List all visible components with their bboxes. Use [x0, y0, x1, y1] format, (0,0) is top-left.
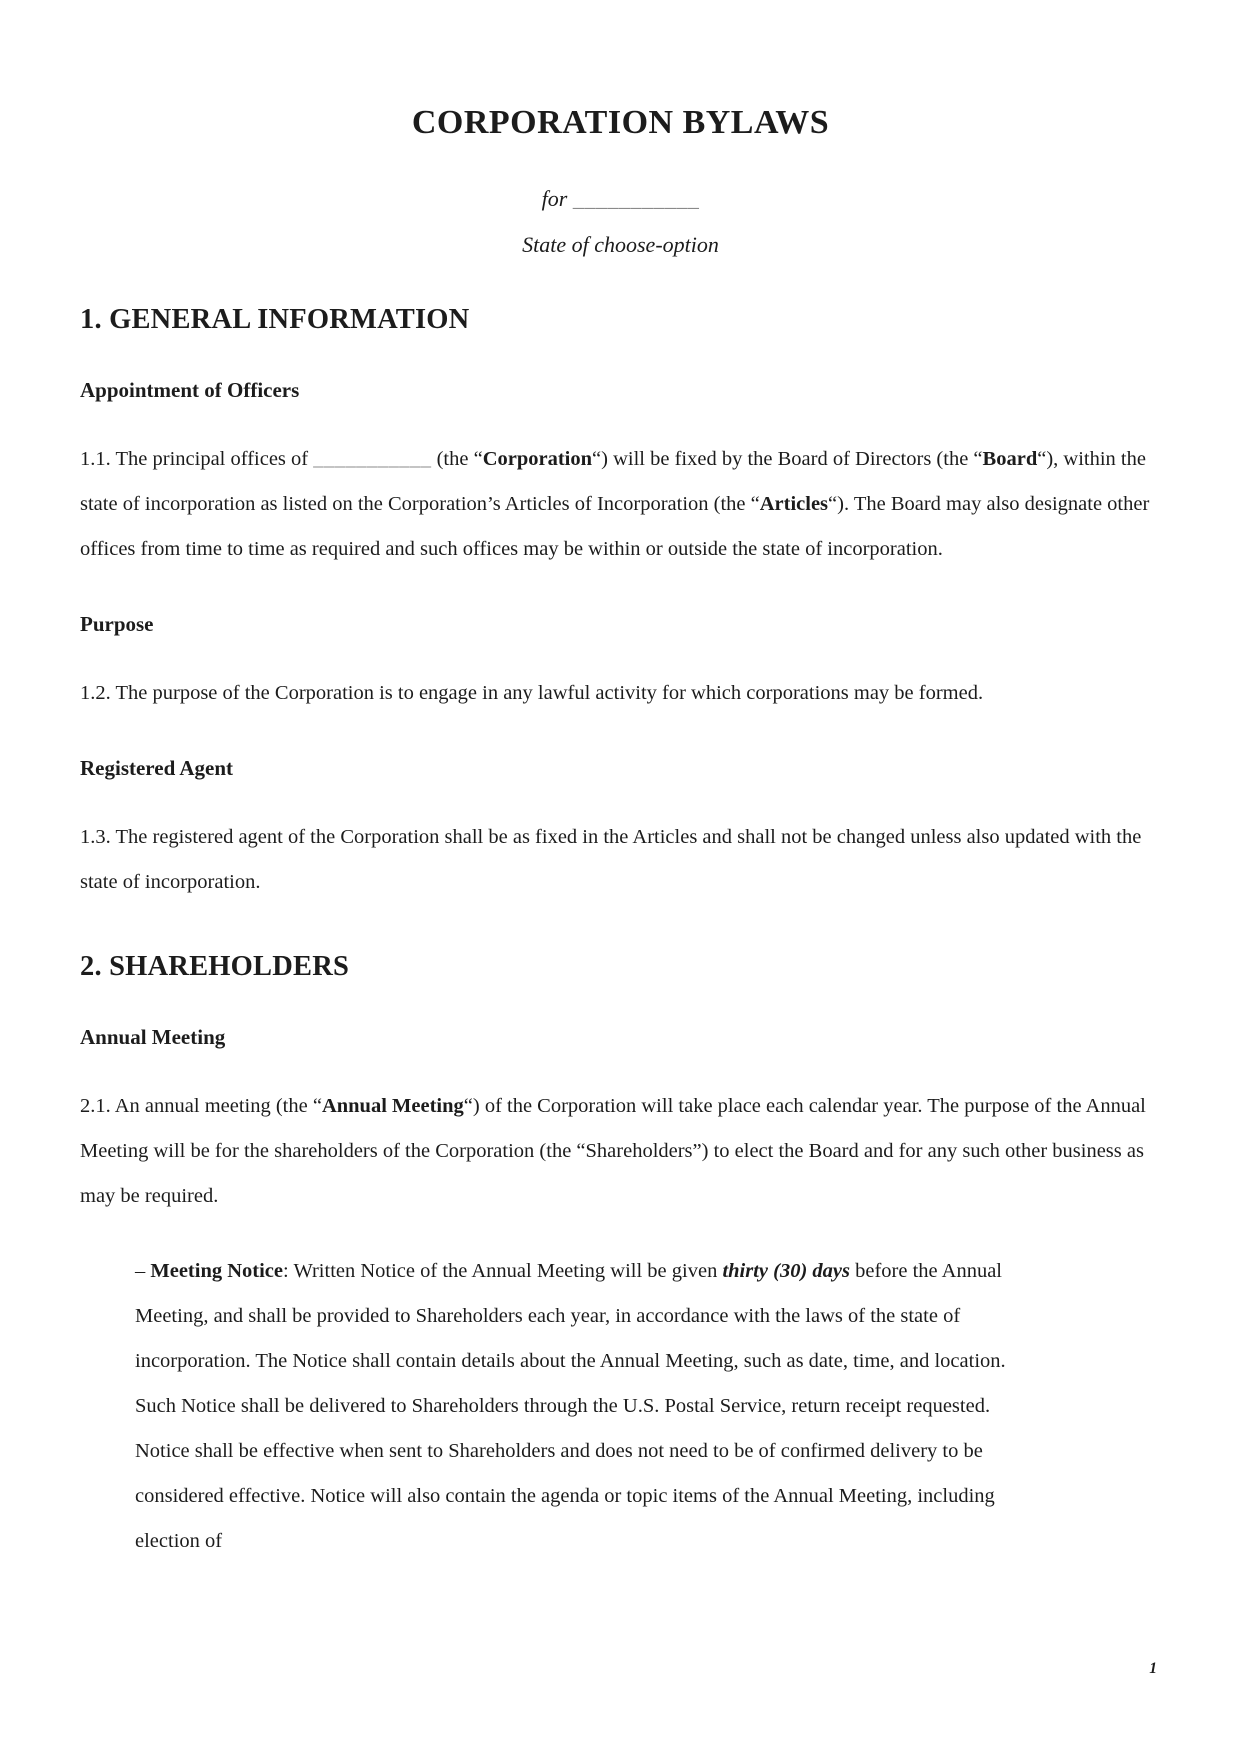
text-run: 2.1. An annual meeting (the “ [80, 1095, 322, 1117]
paragraph-1-1 [80, 437, 1161, 572]
blank-underscore-line: ___________ [313, 448, 432, 470]
text-run: Articles [759, 493, 829, 515]
for-blank-line [80, 186, 1161, 212]
text-run: “), within the state of incorporation as listed on the Corporation’s Articles of Incorporation (the “ [80, 448, 1146, 515]
subheading-annual-meeting: Annual Meeting [80, 1025, 226, 1049]
section-1-general-information-heading: 1. GENERAL INFORMATION [80, 304, 470, 335]
text-run: “) will be fixed by the Board of Directors (the “ [592, 448, 983, 470]
text-run: before the Annual Meeting, and shall be provided to Shareholders each year, in accordance with the laws of the state of incorporation. The Notice shall contain details about the Annual Meeting, such as date, time, and location. Such Notice shall be delivered to Shareholders through the U.S. Postal Service, return receipt requested. Notice shall be effective when sent to Shareholders and does not need to be of confirmed delivery to be considered effective. Notice will also contain the agenda or topic items of the Annual Meeting, including election of [135, 1260, 1006, 1552]
section-2-shareholders-heading: 2. SHAREHOLDERS [80, 951, 350, 982]
page-number: 1 [1149, 1660, 1157, 1677]
text-run: – [135, 1260, 151, 1282]
paragraph-2-1 [80, 1084, 1161, 1219]
text-run: “) of the Corporation will take place each calendar year. The purpose of the Annual Meeting will be for the shareholders of the Corporation (the “Shareholders”) to elect the Board and for any such other business as may be required. [80, 1095, 1146, 1207]
text-run: “). The Board may also designate other offices from time to time as required and such offices may be within or outside the state of incorporation. [80, 493, 1150, 560]
subheading-purpose: Purpose [80, 612, 154, 636]
text-run: : Written Notice of the Annual Meeting will be given [283, 1260, 723, 1282]
text-run: Meeting Notice [150, 1260, 283, 1282]
text-run: 1.1. The principal offices of [80, 448, 314, 470]
subheading-registered-agent: Registered Agent [80, 756, 233, 780]
text-run: Corporation [482, 448, 593, 470]
paragraph-1-2: 1.2. The purpose of the Corporation is to engage in any lawful activity for which corporations may be formed. [80, 682, 984, 704]
state-line: State of choose-option [522, 232, 719, 257]
blank-underscore-line: ___________ [572, 186, 700, 211]
text-run: (the “ [431, 448, 483, 470]
subheading-appointment-of-officers: Appointment of Officers [80, 378, 300, 402]
paragraph-1-3: 1.3. The registered agent of the Corporation shall be as fixed in the Articles and shall not be changed unless also updated with the state of incorporation. [80, 826, 1142, 893]
text-run: Annual Meeting [321, 1095, 464, 1117]
document-title: CORPORATION BYLAWS [411, 104, 830, 141]
text-run: for [541, 186, 573, 211]
text-run: Board [982, 448, 1038, 470]
meeting-notice-paragraph [135, 1249, 1011, 1564]
text-run: thirty (30) days [722, 1260, 850, 1282]
